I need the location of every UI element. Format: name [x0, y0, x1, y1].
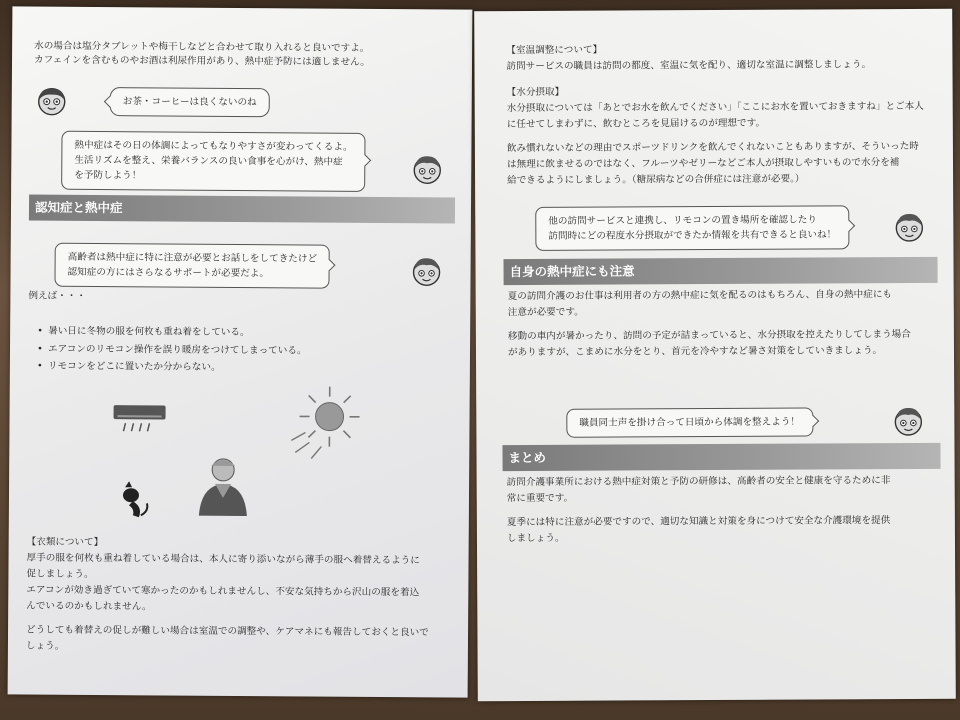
example-label: 例えば・・・ — [28, 290, 86, 302]
elderly-person-icon — [195, 454, 251, 516]
self-line-4: がありますが、こまめに水分をとり、首元を冷やすなど暑さ対策をしていきましょう。 — [507, 345, 883, 359]
air-conditioner-icon — [109, 403, 173, 437]
room-text: 訪問サービスの職員は訪問の都度、室温に気を配り、適切な室温に調整しましょう。 — [506, 59, 872, 73]
clothing-line-1: 厚手の服を何枚も重ね着している場合は、本人に寄り添いながら薄手の服へ着替えるように — [26, 552, 420, 567]
sun-icon — [285, 382, 366, 463]
list-item: • リモコンをどこに置いたか分からない。 — [32, 358, 307, 377]
bubble-elderly — [54, 243, 330, 289]
water-line-5: 給できるようにしましょう。（糖尿病などの合併症には注意が必要。） — [507, 173, 805, 187]
self-line-3: 移動の車内が暑かったり、訪問の予定が詰まっていると、水分摂取を控えたりしてしまう場合 — [507, 328, 911, 343]
cat-icon — [115, 477, 155, 521]
list-item: • エアコンのリモコン操作を誤り暖房をつけてしまっている。 — [32, 340, 307, 359]
clothing-line-3: エアコンが効き過ぎていて寒かったのかもしれませんし、不安な気持ちから沢山の服を着込 — [26, 584, 420, 599]
heading-dementia: 認知症と熱中症 — [29, 195, 455, 224]
room-title: 【室温調整について】 — [506, 44, 603, 57]
water-line-1: 水分摂取については「あとでお水を飲んでください」「ここにお水を置いておきますね」とご本人 — [506, 100, 924, 115]
clothing-line-4: んでいるのかもしれません。 — [26, 600, 152, 613]
left-page — [8, 6, 473, 697]
woman-face-icon — [36, 85, 68, 117]
summary-line-1: 訪問介護事業所における熱中症対策と予防の研修は、高齢者の安全と健康を守るために非 — [506, 475, 891, 489]
water-line-2: に任せてしまわずに、飲むところを見届けるのが理想です。 — [506, 117, 766, 131]
bubble-share — [535, 205, 849, 251]
bubble-share-line-2: 訪問時にどの程度水分摂取ができたか情報を共有できると良いね！ — [548, 229, 837, 242]
heading-summary: まとめ — [502, 443, 940, 471]
bubble-share-line-1: 他の訪問サービスと連携し、リモコンの置き場所を確認したり — [548, 214, 817, 227]
clothing-line-2: 促しましょう。 — [26, 568, 94, 580]
bubble-elderly-line-2: 認知症の方にはさらなるサポートが必要だよ。 — [67, 266, 270, 280]
intro-line-2: カフェインを含むものやお酒は利尿作用があり、熱中症予防には適しません。 — [33, 54, 370, 68]
man-face-icon — [411, 153, 443, 185]
bubble-staff-text: 職員同士声を掛け合って日頃から体調を整えよう！ — [579, 416, 801, 429]
summary-line-3: 夏季には特に注意が必要ですので、適切な知識と対策を身につけて安全な介護環境を提供 — [506, 515, 891, 529]
clothing-line-5: どうしても着替えの促しが難しい場合は室温での調整や、ケアマネにも報告しておくと良いで — [26, 624, 429, 639]
bubble-elderly-line-1: 高齢者は熱中症に特に注意が必要とお話しをしてきたけど — [67, 251, 318, 265]
summary-line-4: しましょう。 — [506, 532, 565, 545]
right-page — [474, 9, 956, 701]
clothing-title: 【衣類について】 — [26, 536, 104, 549]
water-title: 【水分摂取】 — [506, 86, 565, 99]
intro-line-1: 水の場合は塩分タブレットや梅干しなどと合わせて取り入れると良いですよ。 — [34, 40, 370, 54]
bubble-condition-line-1: 熱中症はその日の体調によってもなりやすさが変わってくるよ。 — [74, 139, 353, 153]
summary-line-2: 常に重要です。 — [506, 492, 574, 505]
bubble-tea-text: お茶・コーヒーは良くないのね — [122, 96, 257, 109]
self-line-2: 注意が必要です。 — [507, 306, 584, 319]
man-face-icon — [892, 405, 924, 437]
symptom-list — [32, 323, 307, 377]
bubble-condition-line-3: を予防しよう！ — [74, 169, 142, 182]
list-item: • 暑い日に冬物の服を何枚も重ね着をしている。 — [32, 323, 307, 342]
bubble-condition-line-2: 生活リズムを整え、栄養バランスの良い食事を心がけ、熱中症 — [74, 154, 343, 168]
bubble-condition — [61, 131, 366, 192]
self-line-1: 夏の訪問介護のお仕事は利用者の方の熱中症に気を配るのはもちろん、自身の熱中症にも — [507, 289, 893, 303]
heading-self-heatstroke: 自身の熱中症にも注意 — [503, 257, 937, 285]
man-face-icon — [893, 211, 925, 243]
water-line-4: は無理に飲ませるのではなく、フルーツやゼリーなどご本人が摂取しやすいもので水分を補 — [506, 157, 900, 171]
water-line-3: 飲み慣れないなどの理由でスポーツドリンクを飲んでくれないこともありますが、そういった時 — [506, 140, 919, 155]
man-face-icon — [410, 255, 442, 287]
clothing-line-6: しょう。 — [25, 640, 65, 652]
bubble-staff — [566, 407, 813, 437]
bubble-tea-coffee — [110, 87, 270, 117]
